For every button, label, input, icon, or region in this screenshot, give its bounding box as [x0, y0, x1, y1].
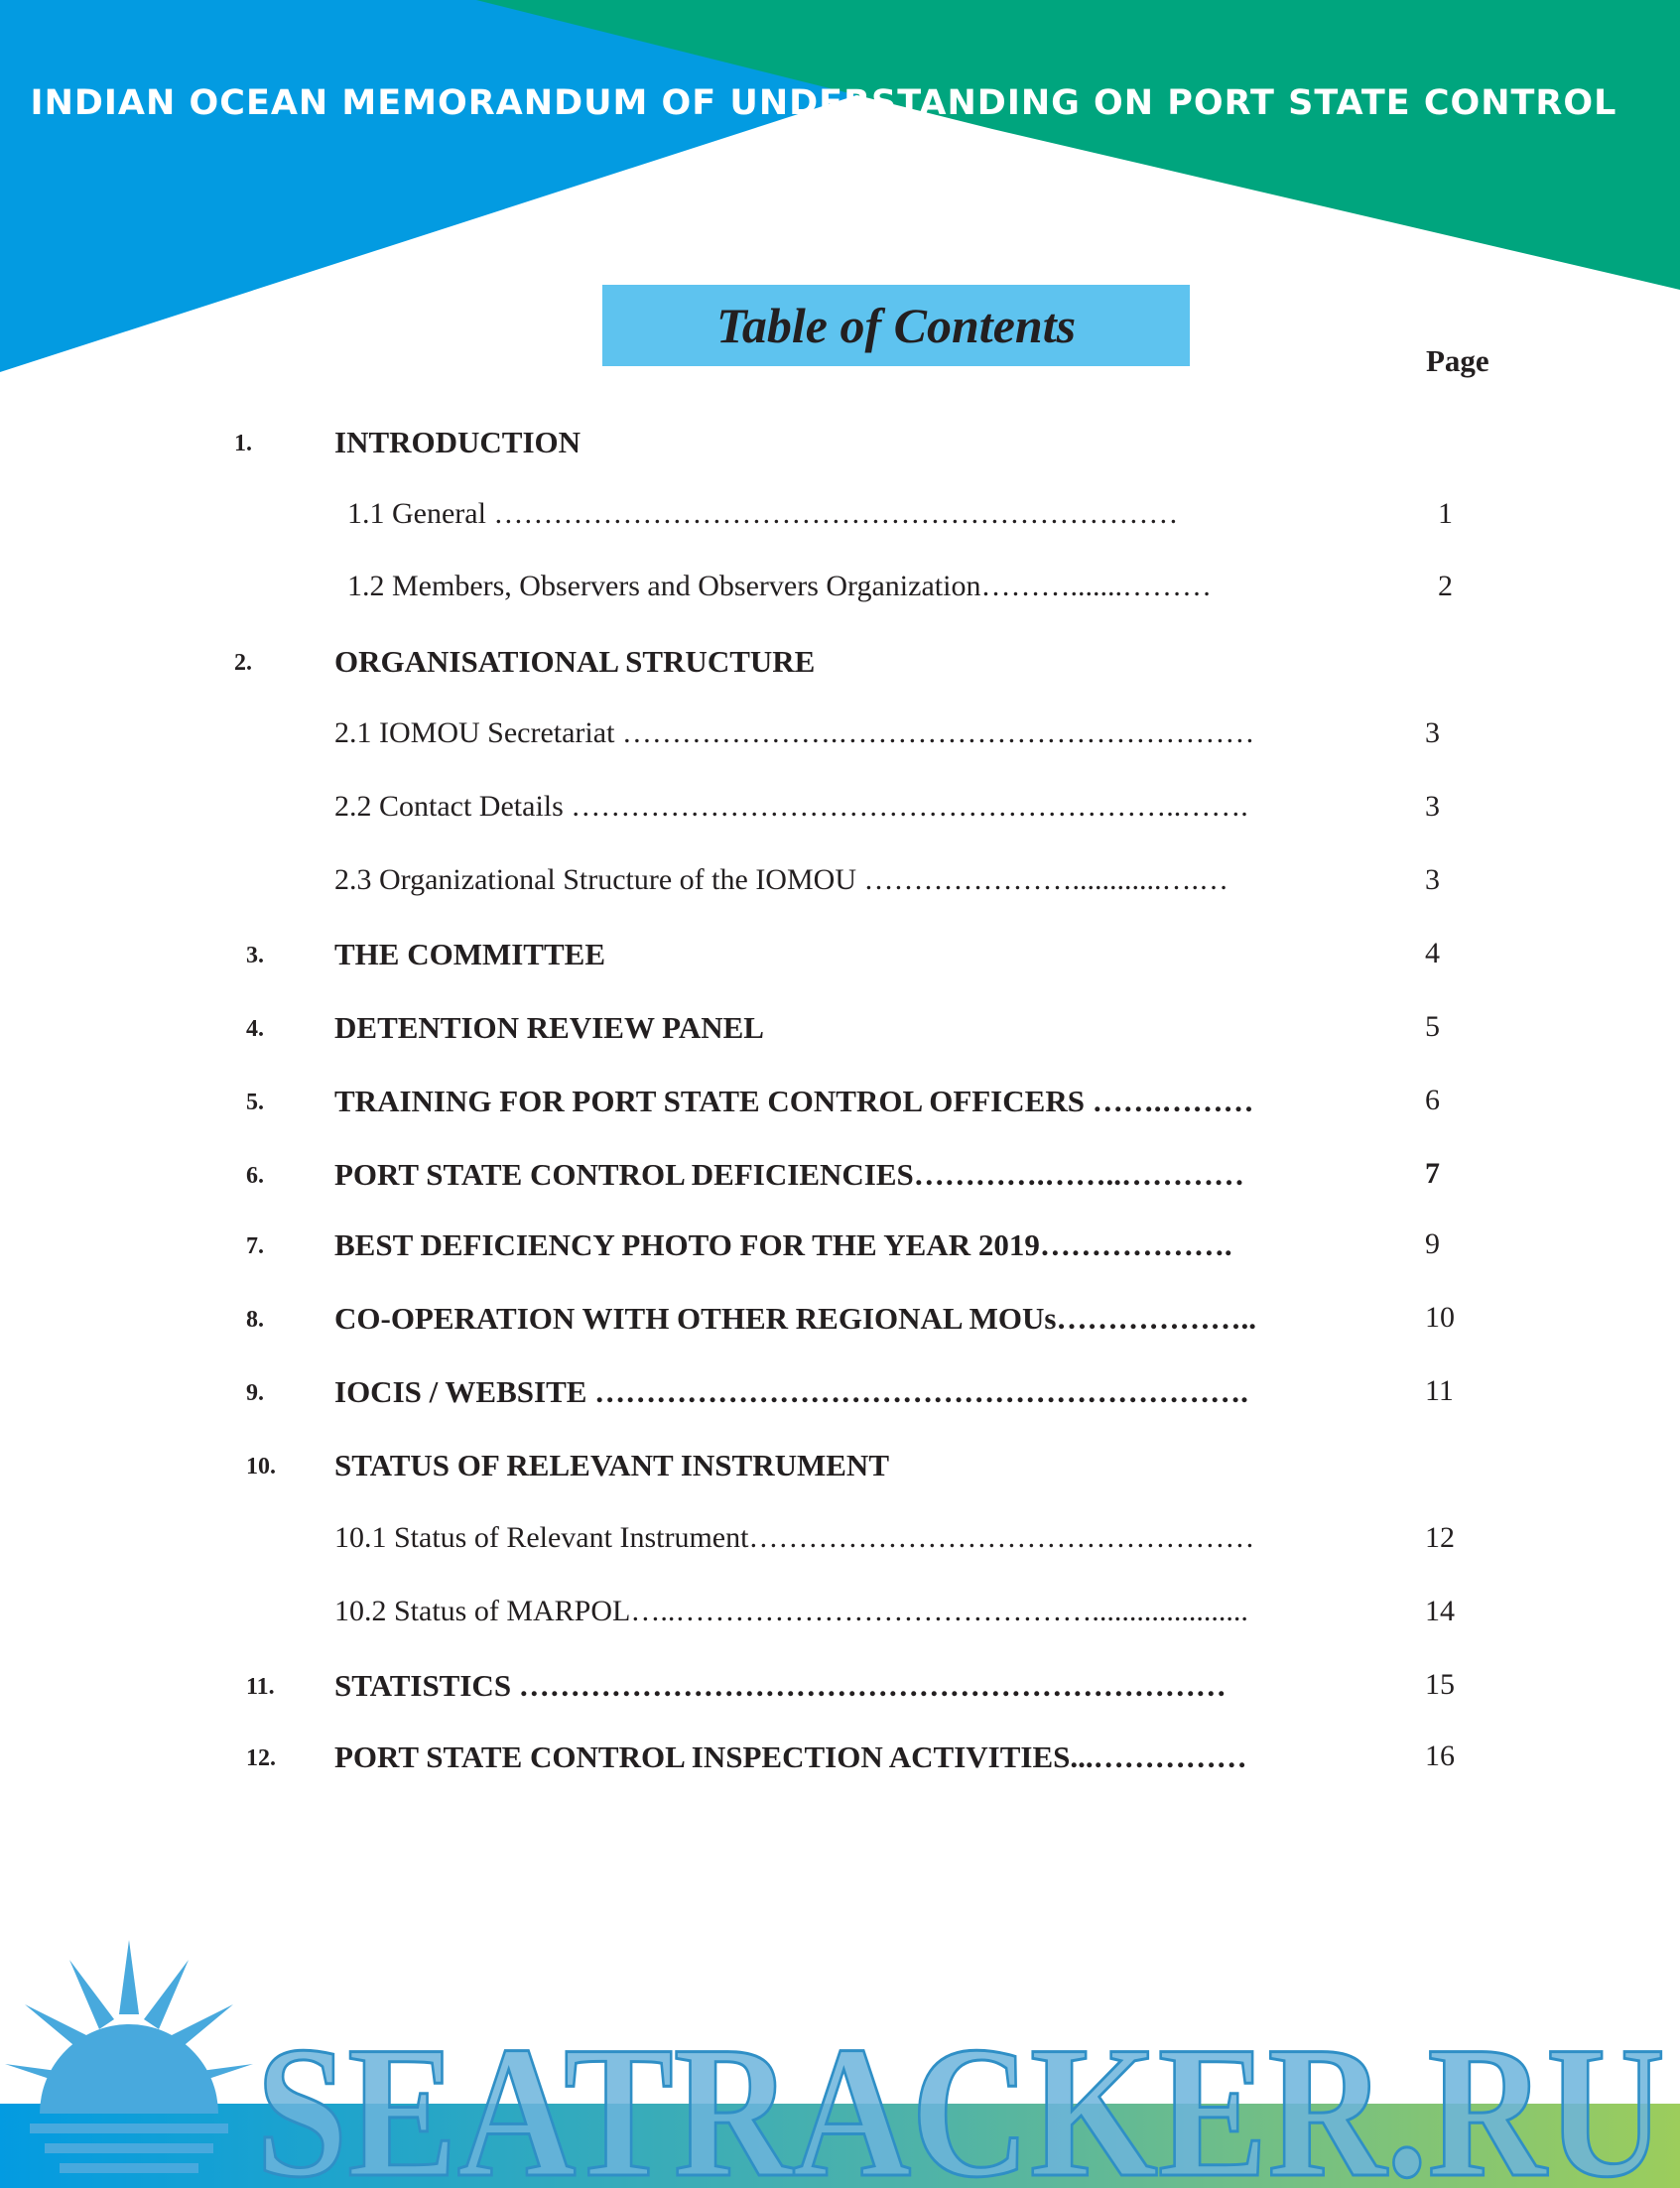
toc-entry-number: 5. — [246, 1090, 264, 1115]
toc-entry-title: STATISTICS …………………………………………………………… — [334, 1668, 1227, 1703]
toc-page-number: 6 — [1425, 1084, 1440, 1116]
toc-entry[interactable] — [0, 644, 1680, 690]
toc-entry-number: 8. — [246, 1307, 264, 1333]
toc-page-number: 7 — [1425, 1157, 1440, 1190]
toc-page-number: 9 — [1425, 1227, 1440, 1260]
toc-page-number: 10 — [1425, 1301, 1455, 1334]
toc-entry-number: 6. — [246, 1163, 264, 1189]
toc-page-number: 15 — [1425, 1668, 1455, 1701]
svg-text:SEATRACKER.RU: SEATRACKER.RU — [256, 2008, 1665, 2188]
toc-entry-number: 1. — [234, 431, 252, 456]
toc-page-number: 5 — [1425, 1010, 1440, 1043]
toc-entry[interactable] — [0, 1227, 1680, 1273]
toc-entry-number: 10. — [246, 1454, 276, 1480]
toc-entry-number: 3. — [246, 943, 264, 968]
toc-entry-title: IOCIS / WEBSITE ………………………………………………………. — [334, 1374, 1248, 1409]
toc-title-box — [602, 285, 1190, 366]
toc-entry[interactable] — [0, 937, 1680, 982]
toc-entry-title: CO-OPERATION WITH OTHER REGIONAL MOUs……………….. — [334, 1301, 1256, 1336]
toc-subentry-title: 1.2 Members, Observers and Observers Organization……….......……… — [347, 570, 1212, 602]
toc-subentry[interactable] — [0, 570, 1680, 615]
header-title: INDIAN OCEAN MEMORANDUM OF UNDERSTANDING ON PORT STATE CONTROL — [30, 83, 1617, 123]
toc-entry[interactable] — [0, 425, 1680, 470]
toc-subentry[interactable] — [0, 1521, 1680, 1567]
toc-entry-number: 11. — [246, 1674, 275, 1700]
toc-entry[interactable] — [0, 1157, 1680, 1203]
toc-entry[interactable] — [0, 1301, 1680, 1347]
toc-subentry-title: 10.1 Status of Relevant Instrument…………………………………………… — [334, 1521, 1255, 1554]
toc-title: Table of Contents — [715, 298, 1077, 353]
toc-entry[interactable] — [0, 1739, 1680, 1785]
toc-entry[interactable] — [0, 1010, 1680, 1056]
toc-entry[interactable] — [0, 1448, 1680, 1493]
toc-entry-number: 2. — [234, 650, 252, 676]
toc-entry-title: PORT STATE CONTROL DEFICIENCIES………….……..………… — [334, 1157, 1244, 1192]
toc-entry-title: TRAINING FOR PORT STATE CONTROL OFFICERS …….……… — [334, 1084, 1254, 1118]
toc-subentry[interactable] — [0, 863, 1680, 909]
toc-subentry-title: 2.1 IOMOU Secretariat ………………….…………………………………… — [334, 716, 1255, 749]
toc-subentry-title: 1.1 General …………………………………………………………… — [347, 497, 1179, 530]
toc-entry-number: 12. — [246, 1745, 276, 1771]
toc-subentry-title: 2.2 Contact Details ……………………………………………………..……. — [334, 790, 1248, 823]
toc-page-number: 3 — [1425, 863, 1440, 896]
toc-page-number: 1 — [1438, 497, 1453, 530]
toc-entry-title: PORT STATE CONTROL INSPECTION ACTIVITIES...…………… — [334, 1739, 1247, 1774]
toc-page-number: 4 — [1425, 937, 1440, 969]
toc-subentry-title: 10.2 Status of MARPOL…..……………………………………..................... — [334, 1595, 1248, 1627]
toc-subentry-title: 2.3 Organizational Structure of the IOMOU …………………............….… — [334, 863, 1228, 896]
toc-entry[interactable] — [0, 1668, 1680, 1714]
page-column-label: Page — [1426, 343, 1489, 378]
seatracker-watermark-logo — [0, 1925, 1680, 2188]
toc-entry-title: STATUS OF RELEVANT INSTRUMENT — [334, 1448, 889, 1482]
toc-entry-title: DETENTION REVIEW PANEL — [334, 1010, 764, 1045]
toc-page-number: 14 — [1425, 1595, 1455, 1627]
toc-page-number: 3 — [1425, 716, 1440, 749]
toc-page-number: 12 — [1425, 1521, 1455, 1554]
toc-page-number: 16 — [1425, 1739, 1455, 1772]
toc-subentry[interactable] — [0, 716, 1680, 762]
toc-entry-title: INTRODUCTION — [334, 425, 582, 459]
toc-entry-title: ORGANISATIONAL STRUCTURE — [334, 644, 816, 679]
toc-entry-number: 7. — [246, 1233, 264, 1259]
toc-entry[interactable] — [0, 1374, 1680, 1420]
toc-subentry[interactable] — [0, 1595, 1680, 1640]
toc-entry-title: BEST DEFICIENCY PHOTO FOR THE YEAR 2019………………. — [334, 1227, 1232, 1262]
toc-subentry[interactable] — [0, 497, 1680, 543]
toc-page-number: 11 — [1425, 1374, 1454, 1407]
toc-entry-number: 4. — [246, 1016, 264, 1042]
toc-page-number: 2 — [1438, 570, 1453, 602]
toc-entry-title: THE COMMITTEE — [334, 937, 606, 971]
toc-subentry[interactable] — [0, 790, 1680, 836]
toc-entry-number: 9. — [246, 1380, 264, 1406]
toc-entry[interactable] — [0, 1084, 1680, 1129]
toc-page-number: 3 — [1425, 790, 1440, 823]
